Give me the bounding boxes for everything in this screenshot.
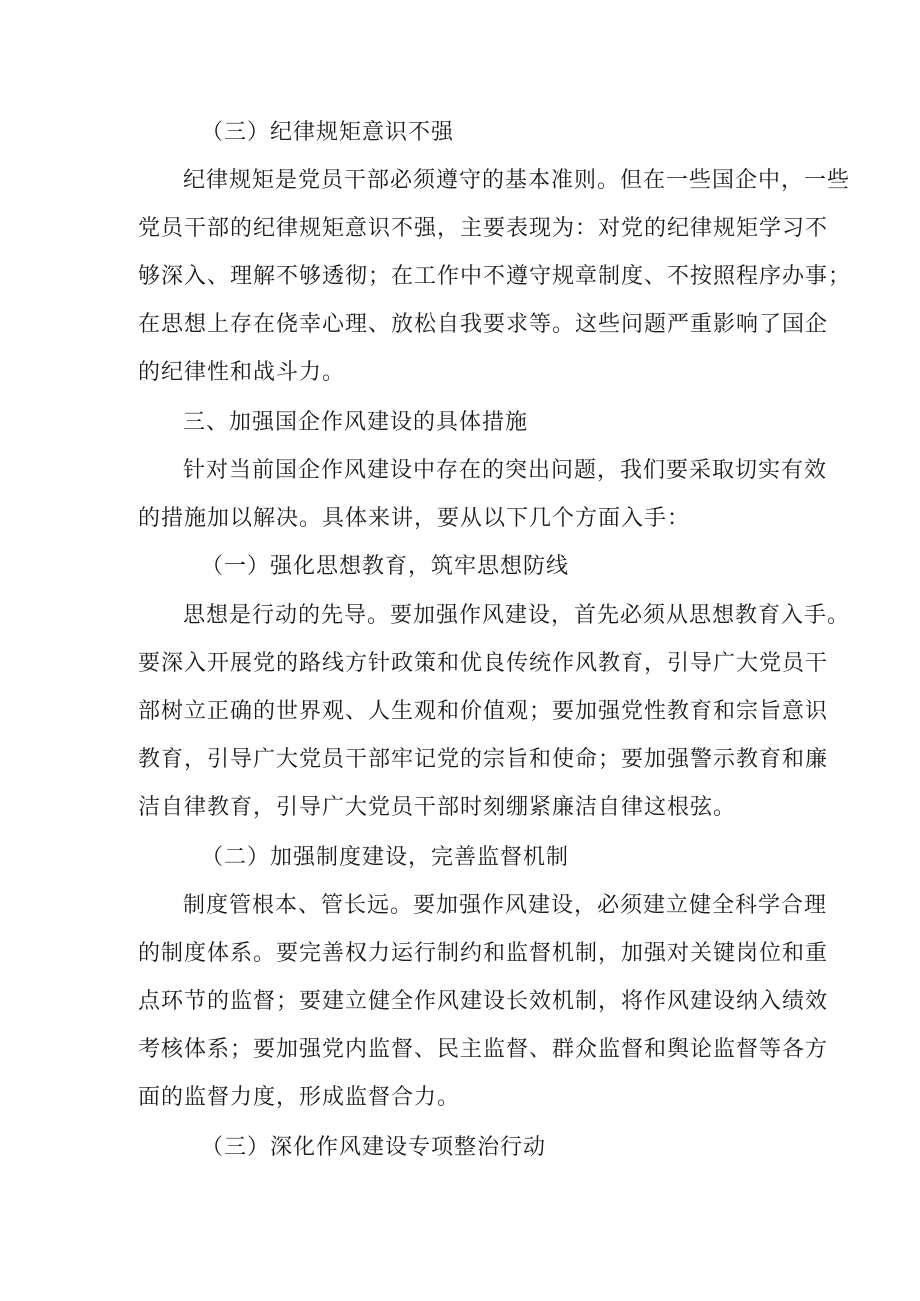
paragraph-line: 党员干部的纪律规矩意识不强，主要表现为：对党的纪律规矩学习不: [138, 216, 829, 241]
paragraph-line: 在思想上存在侥幸心理、放松自我要求等。这些问题严重影响了国企: [138, 312, 829, 337]
paragraph-line: 纪律规矩是党员干部必须遵守的基本准则。但在一些国企中，一些: [183, 168, 851, 193]
paragraph-line: 考核体系；要加强党内监督、民主监督、群众监督和舆论监督等各方: [138, 1037, 829, 1062]
paragraph-line: 要深入开展党的路线方针政策和优良传统作风教育，引导广大党员干: [138, 651, 829, 676]
paragraph-line: 的措施加以解决。具体来讲，要从以下几个方面入手：: [138, 506, 691, 531]
paragraph-line: 的纪律性和战斗力。: [138, 360, 346, 385]
subsection-heading: （三）深化作风建设专项整治行动: [201, 1135, 547, 1160]
paragraph-line: 教育，引导广大党员干部牢记党的宗旨和使命；要加强警示教育和廉: [138, 747, 829, 772]
subsection-heading: （三）纪律规矩意识不强: [201, 120, 455, 145]
paragraph-line: 的制度体系。要完善权力运行制约和监督机制，加强对关键岗位和重: [138, 941, 829, 966]
paragraph-line: 洁自律教育，引导广大党员干部时刻绷紧廉洁自律这根弦。: [138, 795, 737, 820]
section-heading: 三、加强国企作风建设的具体措施: [183, 410, 529, 435]
subsection-heading: （二）加强制度建设，完善监督机制: [201, 845, 570, 870]
paragraph-line: 思想是行动的先导。要加强作风建设，首先必须从思想教育入手。: [183, 603, 851, 628]
paragraph-line: 部树立正确的世界观、人生观和价值观；要加强党性教育和宗旨意识: [138, 699, 829, 724]
subsection-heading: （一）强化思想教育，筑牢思想防线: [201, 554, 570, 579]
paragraph-line: 点环节的监督；要建立健全作风建设长效机制，将作风建设纳入绩效: [138, 989, 829, 1014]
paragraph-line: 制度管根本、管长远。要加强作风建设，必须建立健全科学合理: [183, 893, 828, 918]
paragraph-line: 针对当前国企作风建设中存在的突出问题，我们要采取切实有效: [183, 458, 828, 483]
paragraph-line: 面的监督力度，形成监督合力。: [138, 1085, 461, 1110]
paragraph-line: 够深入、理解不够透彻；在工作中不遵守规章制度、不按照程序办事；: [138, 264, 852, 289]
